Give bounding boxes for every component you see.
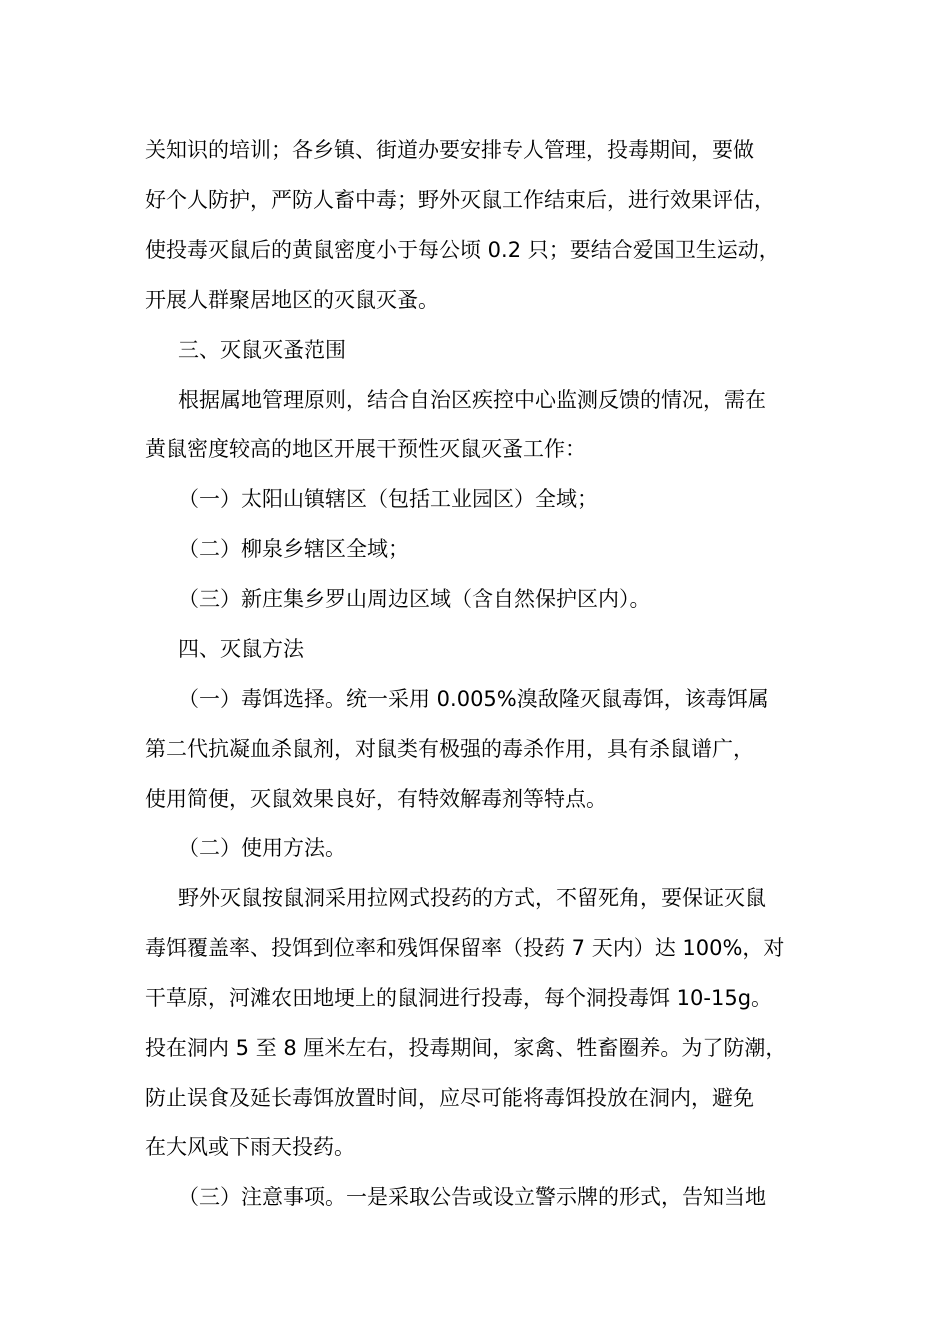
body-text-line: 使用简便，灭鼠效果良好，有特效解毒剂等特点。 bbox=[145, 787, 607, 811]
body-text-line: 投在洞内 5 至 8 厘米左右，投毒期间，家禽、牲畜圈养。为了防潮， bbox=[145, 1036, 787, 1060]
body-text-line: 干草原，河滩农田地埂上的鼠洞进行投毒，每个洞投毒饵 10-15g。 bbox=[145, 986, 773, 1010]
subheading: （二）使用方法。 bbox=[178, 836, 346, 860]
body-text-line: 好个人防护，严防人畜中毒；野外灭鼠工作结束后，进行效果评估， bbox=[145, 188, 775, 212]
body-text-line: 防止误食及延长毒饵放置时间，应尽可能将毒饵投放在洞内，避免 bbox=[145, 1086, 754, 1110]
body-text-line: 黄鼠密度较高的地区开展干预性灭鼠灭蚤工作： bbox=[145, 437, 586, 461]
body-text-line: （三）注意事项。一是采取公告或设立警示牌的形式，告知当地 bbox=[178, 1185, 766, 1209]
body-text-line: （一）毒饵选择。统一采用 0.005%溴敌隆灭鼠毒饵，该毒饵属 bbox=[178, 687, 769, 711]
body-text-line: 毒饵覆盖率、投饵到位率和残饵保留率（投药 7 天内）达 100%，对 bbox=[145, 936, 785, 960]
section-heading: 三、灭鼠灭蚤范围 bbox=[178, 338, 346, 362]
body-text-line: 使投毒灭鼠后的黄鼠密度小于每公顷 0.2 只；要结合爱国卫生运动， bbox=[145, 238, 780, 262]
body-text-line: 第二代抗凝血杀鼠剂，对鼠类有极强的毒杀作用，具有杀鼠谱广， bbox=[145, 737, 754, 761]
section-heading: 四、灭鼠方法 bbox=[178, 637, 304, 661]
list-item: （一）太阳山镇辖区（包括工业园区）全域； bbox=[178, 487, 598, 511]
body-text-line: 开展人群聚居地区的灭鼠灭蚤。 bbox=[145, 288, 439, 312]
body-text-line: 野外灭鼠按鼠洞采用拉网式投药的方式，不留死角，要保证灭鼠 bbox=[178, 886, 766, 910]
body-text-line: 根据属地管理原则，结合自治区疾控中心监测反馈的情况，需在 bbox=[178, 388, 766, 412]
body-text-line: 在大风或下雨天投药。 bbox=[145, 1135, 355, 1159]
body-text-line: 关知识的培训；各乡镇、街道办要安排专人管理，投毒期间，要做 bbox=[145, 138, 754, 162]
list-item: （三）新庄集乡罗山周边区域（含自然保护区内）。 bbox=[178, 587, 651, 611]
list-item: （二）柳泉乡辖区全域； bbox=[178, 537, 409, 561]
